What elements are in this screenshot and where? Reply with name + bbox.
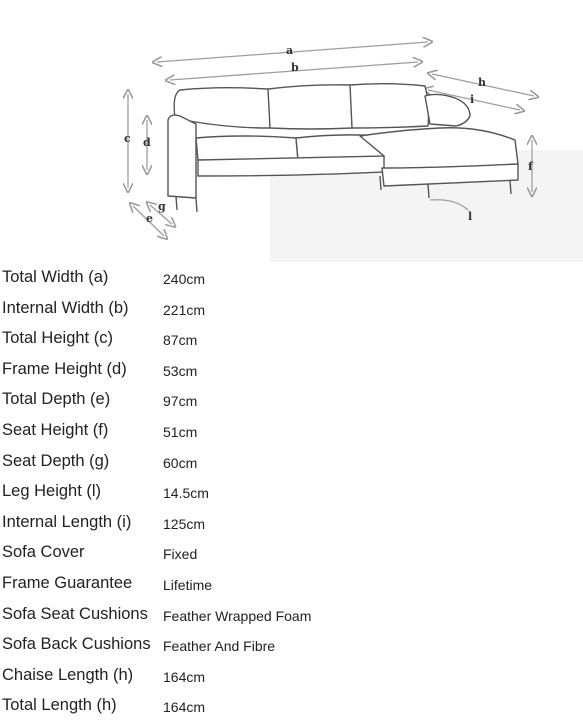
label-b: b bbox=[291, 61, 299, 74]
spec-row bbox=[2, 386, 577, 417]
spec-row bbox=[2, 478, 577, 509]
spec-value: 60cm bbox=[163, 454, 198, 471]
spec-label: Internal Width (b) bbox=[2, 298, 129, 317]
label-h: h bbox=[478, 76, 486, 89]
spec-row bbox=[2, 417, 577, 448]
spec-value: Fixed bbox=[163, 546, 198, 563]
spec-value: 164cm bbox=[163, 699, 206, 716]
spec-label: Seat Height (f) bbox=[2, 420, 109, 439]
spec-label: Frame Height (d) bbox=[2, 359, 127, 378]
label-g: g bbox=[158, 200, 166, 213]
spec-row bbox=[2, 692, 577, 723]
label-l: l bbox=[468, 210, 473, 223]
spec-row bbox=[2, 325, 577, 356]
sofa-dimension-diagram bbox=[0, 0, 583, 262]
spec-label: Total Depth (e) bbox=[2, 390, 111, 409]
spec-row bbox=[2, 570, 577, 601]
spec-label: Sofa Back Cushions bbox=[2, 635, 151, 654]
spec-value: 14.5cm bbox=[163, 485, 209, 502]
label-a: a bbox=[286, 44, 294, 57]
spec-value: 164cm bbox=[163, 668, 206, 685]
spec-row bbox=[2, 631, 577, 662]
spec-label: Leg Height (l) bbox=[2, 482, 102, 501]
spec-row bbox=[2, 509, 577, 540]
spec-label: Sofa Cover bbox=[2, 543, 85, 562]
spec-label: Chaise Length (h) bbox=[2, 665, 134, 684]
spec-label: Total Height (c) bbox=[2, 329, 113, 348]
spec-row bbox=[2, 448, 577, 479]
spec-label: Frame Guarantee bbox=[2, 573, 133, 592]
spec-value: Lifetime bbox=[163, 576, 213, 593]
label-d: d bbox=[143, 136, 151, 149]
spec-label: Sofa Seat Cushions bbox=[2, 604, 148, 623]
spec-value: 125cm bbox=[163, 515, 206, 532]
spec-value: 51cm bbox=[163, 423, 198, 440]
spec-row bbox=[2, 295, 577, 326]
spec-label: Internal Length (i) bbox=[2, 512, 132, 531]
spec-label: Total Length (h) bbox=[2, 696, 117, 715]
spec-label: Total Width (a) bbox=[2, 268, 109, 286]
spec-row bbox=[2, 356, 577, 387]
spec-value: Feather Wrapped Foam bbox=[163, 607, 312, 624]
label-e: e bbox=[146, 212, 153, 225]
spec-row bbox=[2, 601, 577, 632]
spec-row bbox=[2, 264, 577, 295]
spec-value: Feather And Fibre bbox=[163, 638, 276, 655]
spec-value: 97cm bbox=[163, 393, 198, 410]
spec-row bbox=[2, 539, 577, 570]
spec-row bbox=[2, 662, 577, 693]
spec-value: 53cm bbox=[163, 362, 198, 379]
label-c: c bbox=[124, 132, 131, 145]
label-i: i bbox=[470, 93, 475, 106]
spec-label: Seat Depth (g) bbox=[2, 451, 110, 470]
specifications-table bbox=[2, 264, 577, 723]
spec-value: 240cm bbox=[163, 271, 206, 287]
sofa-line-drawing bbox=[0, 0, 583, 262]
spec-value: 87cm bbox=[163, 332, 198, 349]
label-f: f bbox=[528, 160, 533, 173]
spec-value: 221cm bbox=[163, 301, 206, 318]
